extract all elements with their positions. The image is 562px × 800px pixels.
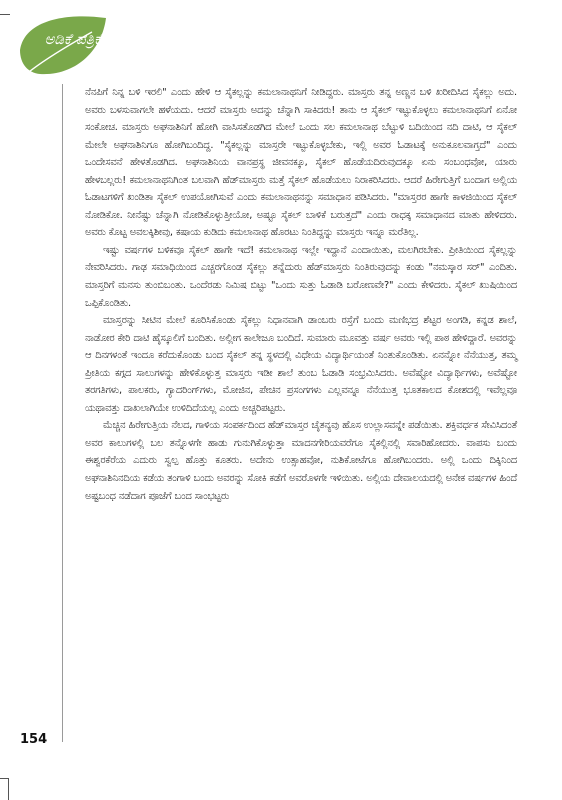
page-body-text (85, 84, 517, 505)
crop-mark-bottom-h (0, 778, 9, 779)
paragraph: ಇಷ್ಟು ವರ್ಷಗಳ ಬಳಿಕವೂ ಸೈಕಲ್ ಹಾಗೇ ಇದೆ! ಕಮಲಾನಾಥ ಇಲ್ಲೇ ಇದ್ದಾನೆ ಎಂದಾಯಿತು, ಮಲಗಿರಬೇಕು. ಪ್ರೀತಿಯಿಂದ ಸೈಕಲ್ಲನ್ನು ನೇವರಿಸಿದರು. ಗಾಢ ಸಮಾಧಿಯಿಂದ ಎಚ್ಚರಗೊಂಡ ಸೈಕಲ್ಲು ತನ್ನೆದುರು ಹೆಡ್‌ಮಾಸ್ತರು ನಿಂತಿರುವುದನ್ನು ಕಂಡು "ನಮಸ್ಕಾರ ಸರ್" ಎಂದಿತು. ಮಾಸ್ತರಿಗೆ ಮನಸು ತುಂಬಿಬಂತು. ಒಂದೆರಡು ನಿಮಿಷ ಬಿಟ್ಟು "ಒಂದು ಸುತ್ತು ಓಡಾಡಿ ಬರೋಣವೇ?" ಎಂದು ಕೇಳಿದರು. ಸೈಕಲ್ ಖುಷಿಯಿಂದ ಒಪ್ಪಿಕೊಂಡಿತು. (85, 244, 517, 309)
paragraph: ಮಾಸ್ತರನ್ನು ಸೀಟಿನ ಮೇಲೆ ಕೂರಿಸಿಕೊಂಡು ಸೈಕಲ್ಲು ನಿಧಾನವಾಗಿ ಡಾಂಬರು ರಸ್ತೆಗೆ ಬಂದು ಮಣಿಭದ್ರ ಶೆಟ್ಟರ ಅಂಗಡಿ, ಕನ್ನಡ ಶಾಲೆ, ನಾಡೋರ ಕೇರಿ ದಾಟಿ ಹೈಸ್ಕೂಲಿಗೆ ಬಂದಿತು. ಅಲ್ಲೀಗ ಕಾಲೇಜೂ ಬಂದಿದೆ. ಸುಮಾರು ಮೂವತ್ತು ವರ್ಷ ಅವರು ಇಲ್ಲಿ ಪಾಠ ಹೇಳಿದ್ದಾರೆ. ಅವರನ್ನು ಆ ದಿನಗಳಂತೆ ಇಂದೂ ಕರೆದುಕೊಂಡು ಬಂದ ಸೈಕಲ್ ತನ್ನ ಸ್ಥಳದಲ್ಲಿ ವಿಧೇಯ ವಿದ್ಯಾರ್ಥಿಯಂತೆ ನಿಂತುಕೊಂಡಿತು. ಏನನ್ನೋ ನೆನೆಯುತ್ತ, ತಮ್ಮ ಪ್ರೀತಿಯ ಕಗ್ಗದ ಸಾಲುಗಳನ್ನು ಹೇಳಿಕೊಳ್ಳುತ್ತ ಮಾಸ್ತರು ಇಡೀ ಶಾಲೆ ತುಂಬ ಓಡಾಡಿ ಸಂಭ್ರಮಿಸಿದರು. ಅವೆಷ್ಟೋ ವಿದ್ಯಾರ್ಥಿಗಳು, ಅವೆಷ್ಟೋ ತರಗತಿಗಳು, ಪಾಲಕರು, ಗ್ಯಾದರಿಂಗ್‌ಗಳು, ಮೋಜಿನ, ಪೇಚಿನ ಪ್ರಸಂಗಗಳು ಎಲ್ಲವನ್ನೂ ನೆನೆಯುತ್ತ ಭೂತಕಾಲದ ಕೋಶದಲ್ಲಿ ಇವೆಲ್ಲವೂ ಯಥಾವತ್ತು ದಾಖಲಾಗಿಯೇ ಉಳಿದಿದೆಯಲ್ಲ ಎಂದು ಅಚ್ಚರಿಪಟ್ಟರು. (85, 315, 517, 414)
margin-rule (62, 84, 63, 742)
paragraph: ಮೆಚ್ಚಿನ ಹಿರೇಗುತ್ತಿಯ ನೆಲದ, ಗಾಳಿಯ ಸಂಪರ್ಕದಿಂದ ಹೆಡ್‌ಮಾಸ್ತರ ಚೈತನ್ಯವು ಹೊಸ ಉಲ್ಲಾಸವನ್ನೇ ಪಡೆಯಿತು. ಶಕ್ತಿವರ್ಧಕ ಸೇವಿಸಿದಂತೆ ಅವರ ಕಾಲುಗಳಲ್ಲಿ ಬಲ ತನ್ನೊಳಗೇ ಹಾಡು ಗುನುಗಿಕೊಳ್ಳುತ್ತಾ ಮಾದನಗೇರಿಯವರೆಗೂ ಸೈಕಲ್ಲಿನಲ್ಲಿ ಸವಾರಿಹೋದರು. ವಾಪಸು ಬಂದು ಈಶ್ವರಕೆರೆಯ ಎದುರು ಸ್ವಲ್ಪ ಹೊತ್ತು ಕೂತರು. ಅದೇನು ಉತ್ಸಾಹವೋ, ನುಶಿಕೋಟೆಗೂ ಹೋಗಿಬಂದರು. ಅಲ್ಲಿ ಒಂದು ದಿಕ್ಕಿನಿಂದ ಅಘನಾಶಿನಿನದಿಯ ಕಡೆಯ ತಂಗಾಳಿ ಬಂದು ಅವರನ್ನು ಸೋಕಿ ಕಡೆಗೆ ಅವರೊಳಗೇ ಇಳಿಯಿತು. ಅಲ್ಲಿಯ ದೇವಾಲಯದಲ್ಲಿ ಅನೇಕ ವರ್ಷಗಳ ಹಿಂದೆ ಅಷ್ಟಬಂಧ ನಡೆದಾಗ ಪೂಜೆಗೆ ಬಂದ ಸಾಂಭಟ್ಟರು (85, 420, 517, 502)
page-number: 154 (20, 732, 48, 747)
crop-mark-top (0, 14, 10, 15)
crop-mark-bottom (8, 778, 9, 800)
magazine-logo (14, 10, 110, 84)
paragraph: ನೆನಪಿಗೆ ನಿನ್ನ ಬಳಿ ಇರಲಿ" ಎಂದು ಹೇಳಿ ಆ ಸೈಕಲ್ಲನ್ನು ಕಮಲಾನಾಥನಿಗೆ ನೀಡಿದ್ದರು. ಮಾಸ್ತರು ತನ್ನ ಅಣ್ಣನ ಬಳಿ ಖರೀದಿಸಿದ ಸೈಕಲ್ಲು ಅದು. ಅವರು ಬಳಸುವಾಗಲೇ ಹಳೆಯದು. ಆದರೆ ಮಾಸ್ತರು ಅದನ್ನು ಚೆನ್ನಾಗಿ ಸಾಕಿದರು! ತಾನು ಆ ಸೈಕಲ್ ಇಟ್ಟುಕೊಳ್ಳಲು ಕಮಲಾನಾಥನಿಗೆ ಏನೋ ಸಂಕೋಚ. ಮಾಸ್ತರು ಅಘನಾಶಿನಿಗೆ ಹೋಗಿ ವಾಸಿಸತೊಡಗಿದ ಮೇಲೆ ಒಂದು ಸಲ ಕಮಲಾನಾಥ ಬೆಟ್ಟುಳಿ ಬದಿಯಿಂದ ನದಿ ದಾಟಿ, ಆ ಸೈಕಲ್ ಮೇಲೇ ಅಘನಾಶಿನಿಗೂ ಹೋಗಿಬಂದಿದ್ದ. "ಸೈಕಲ್ಲನ್ನು ಮಾಸ್ತರೇ ಇಟ್ಟುಕೊಳ್ಳಬೇಕು, ಇಲ್ಲಿ ಅವರ ಓಡಾಟಕ್ಕೆ ಅನುಕೂಲವಾಗ್ತದೆ" ಎಂದು ಒಂದೇಸವನೆ ಹೇಳತೊಡಗಿದ. ಅಘನಾಶಿನಿಯ ವಾನಪ್ರಸ್ಥ ಜೀವನಕ್ಕೂ, ಸೈಕಲ್ ಹೊಡೆಯದಿರುವುದಕ್ಕೂ ಏನು ಸಂಬಂಧವೋ, ಯಾರು ಹೇಳಬಲ್ಲರು! ಕಮಲಾನಾಥನಿಗಿಂತ ಬಲವಾಗಿ ಹೆಡ್‌ಮಾಸ್ತರು ಮತ್ತೆ ಸೈಕಲ್ ಹೊಡೆಯಲು ನಿರಾಕರಿಸಿದರು. ಆದರೆ ಹಿರೇಗುತ್ತಿಗೆ ಬಂದಾಗ ಅಲ್ಲಿಯ ಓಡಾಟಗಳಿಗೆ ಖಂಡಿತಾ ಸೈಕಲ್ ಉಪಯೋಗಿಸುವೆ ಎಂದು ಕಮಲಾನಾಥನನ್ನು ಸಮಾಧಾನ ಪಡಿಸಿದರು. "ಮಾಸ್ತರರ ಹಾಗೇ ಕಾಳಜಿಯಿಂದ ಸೈಕಲ್ ನೋಡಿಕೋ. ನೀನೆಷ್ಟು ಚೆನ್ನಾಗಿ ನೋಡಿಕೊಳ್ಳುತ್ತೀಯೋ, ಅಷ್ಟೂ ಸೈಕಲ್ ಬಾಳಿಕೆ ಬರುತ್ತದೆ" ಎಂದು ರಾಧಕ್ಕ ಸಮಾಧಾನದ ಮಾತು ಹೇಳಿದರು. ಅವರು ಕೊಟ್ಟ ಅವಲಕ್ಕಿಶೀವು, ಕಷಾಯ ಕುಡಿದು ಕಮಲಾನಾಥ ಹೊರಟು ನಿಂತಿದ್ದನ್ನು ಮಾಸ್ತರು ಇನ್ನೂ ಮರೆತಿಲ್ಲ. (85, 87, 517, 239)
logo-text: ಅಡಿಕೆ ಪತ್ರಿಕೆ (44, 30, 102, 48)
